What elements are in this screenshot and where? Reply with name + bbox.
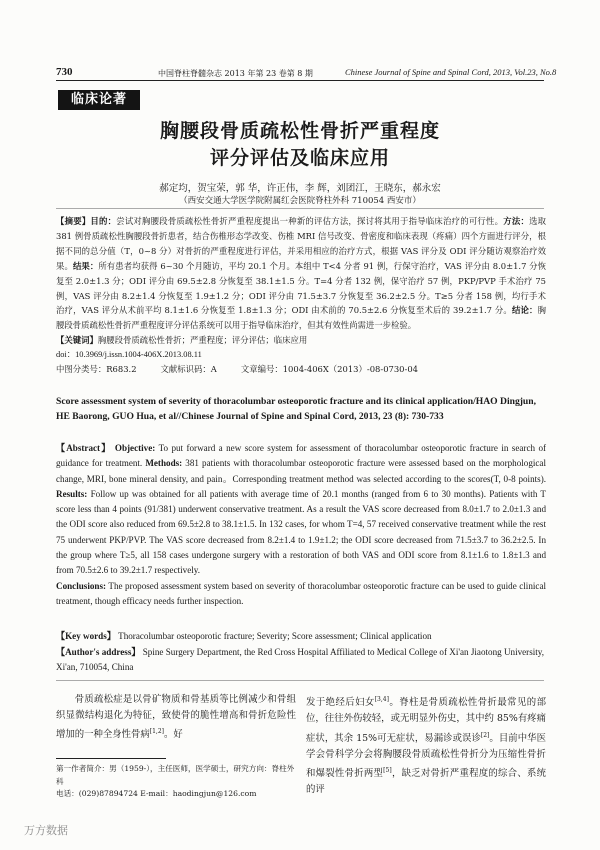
en-objective-text: To put forward a new score system for assessment of thoracolumbar osteoporotic fracture in search of guidance for treatment. <box>56 443 547 469</box>
body-text: ，缺乏对骨折严重程度的综合、系统的评 <box>306 768 546 796</box>
body-text: 。好 <box>164 729 183 741</box>
method-label: 方法： <box>503 216 530 226</box>
document-code: 文献标识码：A <box>160 364 217 374</box>
header-rule <box>56 80 544 81</box>
conclusion-text: 胸腰段骨质疏松性骨折严重程度评分评估系统可以用于指导临床治疗，但其有效性尚需进一步检验。 <box>56 305 546 331</box>
en-methods-label: Methods: <box>145 458 183 469</box>
page-number: 730 <box>56 66 73 78</box>
citation[interactable]: [5] <box>383 767 392 775</box>
en-address-label: 【Author's address】 <box>56 647 141 657</box>
chinese-keywords <box>56 334 546 346</box>
en-address-text: Spine Surgery Department, the Red Cross Hospital Affiliated to Medical College of Xi'an Jiaotong University, Xi'an, 710054, China <box>56 647 545 673</box>
objective-label: 目的： <box>90 216 117 226</box>
body-text: 。目前中华医学会骨科学分会将胸腰段骨质疏松性骨折分为压缩性骨折和爆裂性骨折两型 <box>306 732 546 780</box>
footnote-rule <box>56 758 166 759</box>
article-title-line1: 胸腰段骨质疏松性骨折严重程度 <box>159 120 440 142</box>
footnote-first-author: 第一作者简介：男（1959-），主任医师，医学硕士，研究方向：脊柱外科 <box>56 764 295 786</box>
keywords-text: 胸腰段骨质疏松性骨折；严重程度；评分评估；临床应用 <box>97 335 308 345</box>
english-abstract <box>56 441 546 609</box>
footnote-contact[interactable]: 电话：(029)87894724 E-mail：haodingjun@126.com <box>56 789 257 798</box>
divider <box>56 680 544 681</box>
citation[interactable]: [2] <box>480 731 490 739</box>
journal-header-en: Chinese Journal of Spine and Spinal Cord, 2013, Vol.23, No.8 <box>345 67 557 77</box>
author-list: 郝定均，贺宝荣，郭 华，许正伟，李 辉，刘团江，王晓东，郝永宏 <box>159 183 441 194</box>
abstract-label: 【摘要】 <box>56 216 91 226</box>
english-keywords <box>56 629 546 642</box>
section-tag: 临床论著 <box>58 90 140 110</box>
result-label: 结果： <box>72 260 99 271</box>
en-abstract-label: 【Abstract】 <box>56 443 112 453</box>
watermark: 万方数据 <box>24 824 68 837</box>
en-results-label: Results: <box>56 488 88 499</box>
en-methods-text: 381 patients with thoracolumbar osteoporotic fracture were assessed based on the morphological change, MRI, bone mineral density, and pain。Corresponding treatment method was selected according to the scores(T, 0-8 points). <box>56 458 546 484</box>
english-title: Score assessment system of severity of thoracolumbar osteoporotic fracture and its clinical application/HAO Dingjun, HE Baorong, GUO Hua, et al//Chinese Journal of Spine and Spinal Cord, 2013, 23 (8): 730-733 <box>56 396 537 422</box>
divider <box>56 208 544 209</box>
en-objective-label: Objective: <box>114 443 156 453</box>
result-text: 所有患者均获得 6~30 个月随访，平均 20.1 个月。本组中 T<4 分者 91 例，行保守治疗，VAS 评分由 8.0±1.7 分恢复至 2.0±1.3 分；ODI 评分由 69.5±2.8 分恢复至 38.1±1.5 分。T=4 分者 132 例，保守治疗 57 例，PKP/PVP 手术治疗 75 例，VAS 评分由 8.2±1.4 分恢复至 1.9±1.2 分；ODI 评分由 71.5±3.7 分恢复至 36.2±2.5 分。T≥5 分者 158 例，均行手术治疗，VAS 评分从术前平均 8.1±1.6 分恢复至 1.8±1.3 分；ODI 由术前的 70.5±2.6 分恢复至术后的 39.2±1.7 分。 <box>56 260 547 316</box>
journal-header-cn: 中国脊柱脊髓杂志 2013 年第 23 卷第 8 期 <box>158 69 313 78</box>
article-number: 文章编号：1004-406X（2013）-08-0730-04 <box>240 364 418 374</box>
author-affiliation: （西安交通大学医学院附属红会医院脊柱外科 710054 西安市） <box>179 196 421 206</box>
citation[interactable]: [3,4] <box>374 696 389 703</box>
body-column-right <box>306 692 546 799</box>
citation[interactable]: [1,2] <box>149 728 164 736</box>
body-text: 骨质疏松症是以骨矿物质和骨基质等比例减少和骨组织显微结构退化为特征，致使骨的脆性增高和骨折危险性增加的一种全身性骨病 <box>56 694 296 741</box>
en-conclusions-text: The proposed assessment system based on severity of thoracolumbar osteoporotic fracture can be used to guide clinical treatment, though efficacy needs further inspection. <box>56 580 547 606</box>
en-keywords-label: 【Key words】 <box>56 631 116 641</box>
conclusion-label: 结论： <box>511 305 538 316</box>
objective-text: 尝试对胸腰段骨质疏松性骨折严重程度提出一种新的评估方法，探讨将其用于指导临床治疗的可行性。 <box>116 216 504 226</box>
article-title-line2: 评分评估及临床应用 <box>209 147 390 169</box>
clc-number: 中图分类号：R683.2 <box>56 364 137 374</box>
en-results-text: Follow up was obtained for all patients with average time of 20.1 months (ranged from 6 to 30 months). Patients with T score less than 4 points (91/381) underwent conservative treatment. As a result the VAS score decreased from 8.0±1.7 to 2.0±1.3 and the ODI score also reduced from 69.5±2.8 to 38.1±1.5. In 132 cases, for whom T=4, 57 received conservative treatment while the rest 75 underwent PKP/PVP. The VAS score decreased from 8.2±1.4 to 1.9±1.2; the ODI score decreased from 71.5±3.7 to 36.2±2.5. In the group where T≥5, all 158 cases undergone surgery with a restoration of both VAS and ODI score from 8.1±1.6 to 1.8±1.3 and from 70.5±2.6 to 39.2±1.7 respectively. <box>56 488 546 576</box>
en-keywords-text: Thoracolumbar osteoporotic fracture; Severity; Score assessment; Clinical application <box>118 631 432 641</box>
classification-line <box>56 363 546 375</box>
body-text: 发于绝经后妇女 <box>306 697 375 709</box>
doi[interactable]: doi：10.3969/j.issn.1004-406X.2013.08.11 <box>56 350 202 359</box>
body-text: 。脊柱是骨质疏松性骨折最常见的部位，往往外伤较轻，或无明显外伤史，其中约 85%有疼痛症状，其余 15%可无症状，易漏诊或误诊 <box>306 697 546 744</box>
chinese-abstract <box>56 214 546 333</box>
english-author-address <box>56 645 546 676</box>
method-text: 选取 381 例骨质疏松性胸腰段骨折患者，结合伤椎形态学改变、伤椎 MRI 信号改变、骨密度和临床表现（疼痛）四个方面进行评分，根据不同的总分值（T，0~8 分）对骨折的严重程度进行评估，并采用相应的治疗方式，根据 VAS 评分及 ODI 评分随访观察治疗效果。 <box>56 216 547 271</box>
keywords-label: 【关键词】 <box>56 335 98 345</box>
en-conclusions-label: Conclusions: <box>56 580 107 591</box>
body-column-left <box>56 692 296 744</box>
